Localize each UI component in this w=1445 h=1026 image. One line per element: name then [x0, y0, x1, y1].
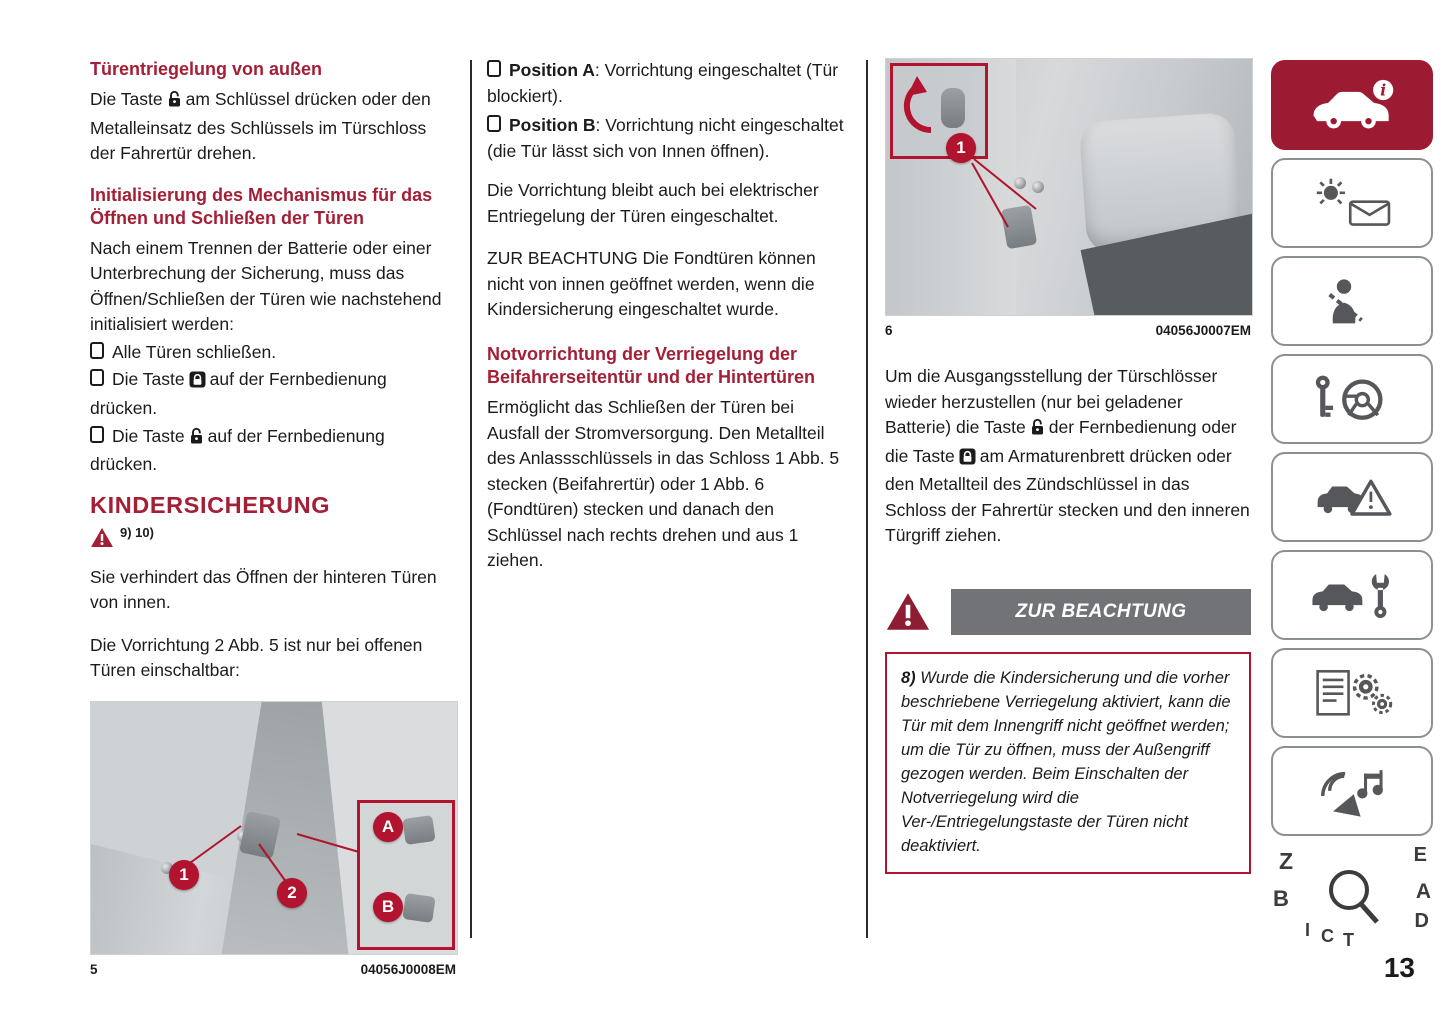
car-info-icon: [1308, 79, 1396, 130]
key-steering-wheel-icon: [1309, 373, 1395, 425]
warning-bar-title: ZUR BEACHTUNG: [951, 589, 1251, 635]
figure-6-caption: [885, 323, 1251, 338]
svg-text:i: i: [1380, 80, 1387, 100]
index-letter: A: [1415, 880, 1431, 903]
page-number: 13: [1383, 952, 1415, 983]
column-right: [885, 58, 1251, 874]
paragraph: Die Taste am Schlüssel drücken oder den Metalleinsatz des Schlüssels im Türschloss der Fahrertür drehen.: [90, 89, 431, 164]
index-letter: Z: [1279, 848, 1294, 874]
callout-a: A: [373, 812, 403, 842]
section-heading-notvorrichtung: Notvorrichtung der Verriegelung der Beifahrerseitentür und der Hintertüren: [487, 343, 816, 387]
note-text: Wurde die Kindersicherung und die vorher beschriebene Verriegelung aktiviert, kann die Tür mit dem Innengriff nicht geöffnet werden; um die Tür zu öffnen, muss der Außengriff gezogen werden. Beim Einschalten der Notverriegelung wird die Ver-/Entriegelungstaste der Türen nicht deaktiviert.: [901, 668, 1231, 856]
unlock-icon: [167, 90, 182, 116]
tab-multimedia: [1271, 746, 1433, 836]
column-divider-left: [470, 60, 472, 938]
technical-data-gears-icon: [1309, 667, 1395, 719]
figure-6-rear-door-lock-photo: [885, 58, 1253, 316]
index-letter: I: [1305, 920, 1311, 940]
tab-safety: [1271, 256, 1433, 346]
index-letter: E: [1413, 844, 1427, 866]
callout-b: B: [373, 892, 403, 922]
warning-note-box: [885, 652, 1251, 875]
figure-code: 04056J0007EM: [1155, 323, 1251, 338]
list-item: Alle Türen schließen.: [90, 340, 456, 366]
column-divider-right: [866, 60, 868, 938]
column-left: [90, 58, 456, 977]
square-bullet-icon: [90, 426, 104, 443]
figure-5-caption: [90, 962, 456, 977]
multimedia-navigation-icon: [1309, 765, 1395, 817]
paragraph: Um die Ausgangsstellung der Türschlösser wieder herzustellen (nur bei geladener Batterie) die Taste der Fernbedienung oder die Taste am Armaturenbrett drücken oder den Metallteil des Zündschlüssel in das Schloss der Fahrertür stecken und den inneren Türgriff ziehen.: [885, 366, 1250, 546]
note-references: 9) 10): [120, 524, 154, 540]
figure-number: 5: [90, 961, 98, 977]
tab-car-info: [1271, 60, 1433, 150]
unlock-icon: [189, 427, 204, 453]
index-letter: C: [1321, 926, 1334, 946]
warning-reference-line: [90, 524, 456, 553]
paragraph: Ermöglicht das Schließen der Türen bei Ausfall der Stromversorgung. Den Metallteil des Anlassschlüssels in das Schloss 1 Abb. 5 stecken (Beifahrertür) oder 1 Abb. 6 (Fondtüren) stecken und danach den Schlüssel nach rechts drehen und aus 1 ziehen.: [487, 396, 840, 571]
paragraph: Die Vorrichtung bleibt auch bei elektrischer Entriegelung der Türen eingeschaltet.: [487, 180, 819, 226]
tab-emergency: [1271, 452, 1433, 542]
alphabetical-index: [1271, 844, 1437, 962]
section-heading-initialisierung: Initialisierung des Mechanismus für das Öffnen und Schließen der Türen: [90, 184, 433, 228]
square-bullet-icon: [90, 369, 104, 386]
paragraph: Sie verhindert das Öffnen der hinteren Türen von innen.: [90, 566, 437, 613]
list-item: Position A: Vorrichtung eingeschaltet (Tür blockiert).: [487, 60, 839, 106]
tab-dashboard-indicators: [1271, 158, 1433, 248]
paragraph: Die Vorrichtung 2 Abb. 5 ist nur bei offenen Türen einschaltbar:: [90, 634, 423, 681]
tab-maintenance: [1271, 550, 1433, 640]
note-reference: 8): [901, 668, 916, 687]
chapter-heading-kindersicherung: KINDERSICHERUNG: [90, 491, 331, 518]
emergency-warning-triangle-icon: [1309, 471, 1395, 523]
callout-1: 1: [946, 133, 976, 163]
column-middle: [487, 58, 845, 591]
warning-section-header: [885, 589, 1251, 635]
tab-technical-data: [1271, 648, 1433, 738]
figure-5-door-lock-photo: [90, 701, 458, 955]
figure-inset-box: [357, 800, 455, 950]
index-letter: D: [1414, 910, 1429, 932]
square-bullet-icon: [487, 60, 501, 77]
figure-code: 04056J0008EM: [360, 961, 456, 977]
lock-button-icon: [959, 447, 976, 473]
car-maintenance-wrench-icon: [1309, 569, 1395, 621]
warning-triangle-icon: [885, 589, 951, 635]
warning-triangle-icon: [90, 527, 114, 553]
paragraph: Nach einem Trennen der Batterie oder einer Unterbrechung der Sicherung, muss das Öffnen/Schließen der Türen wie nachstehend initialisiert werden:: [90, 237, 442, 335]
paragraph: ZUR BEACHTUNG Die Fondtüren können nicht von innen geöffnet werden, wenn die Kindersicherung eingeschaltet wurde.: [487, 248, 816, 320]
list-item: Die Taste auf der Fernbedienung drücken.: [90, 369, 387, 419]
safety-seatbelt-icon: [1312, 277, 1392, 325]
list-item: Position B: Vorrichtung nicht eingeschaltet (die Tür lässt sich von Innen öffnen).: [487, 115, 844, 161]
list-item: Die Taste auf der Fernbedienung drücken.: [90, 425, 385, 475]
unlock-icon: [1030, 418, 1045, 444]
tab-starting-driving: [1271, 354, 1433, 444]
index-letter: B: [1273, 886, 1289, 911]
magnifier-icon: [1319, 862, 1389, 932]
chapter-tab-sidebar: [1271, 60, 1439, 962]
index-letter: T: [1343, 930, 1354, 950]
callout-1: 1: [169, 860, 199, 890]
lock-button-icon: [189, 370, 206, 396]
square-bullet-icon: [487, 115, 501, 132]
figure-number: 6: [885, 323, 893, 338]
callout-2: 2: [277, 878, 307, 908]
dashboard-indicator-message-icon: [1308, 177, 1396, 230]
section-heading-tuerentriegelung: Türentriegelung von außen: [90, 59, 323, 79]
square-bullet-icon: [90, 342, 104, 359]
